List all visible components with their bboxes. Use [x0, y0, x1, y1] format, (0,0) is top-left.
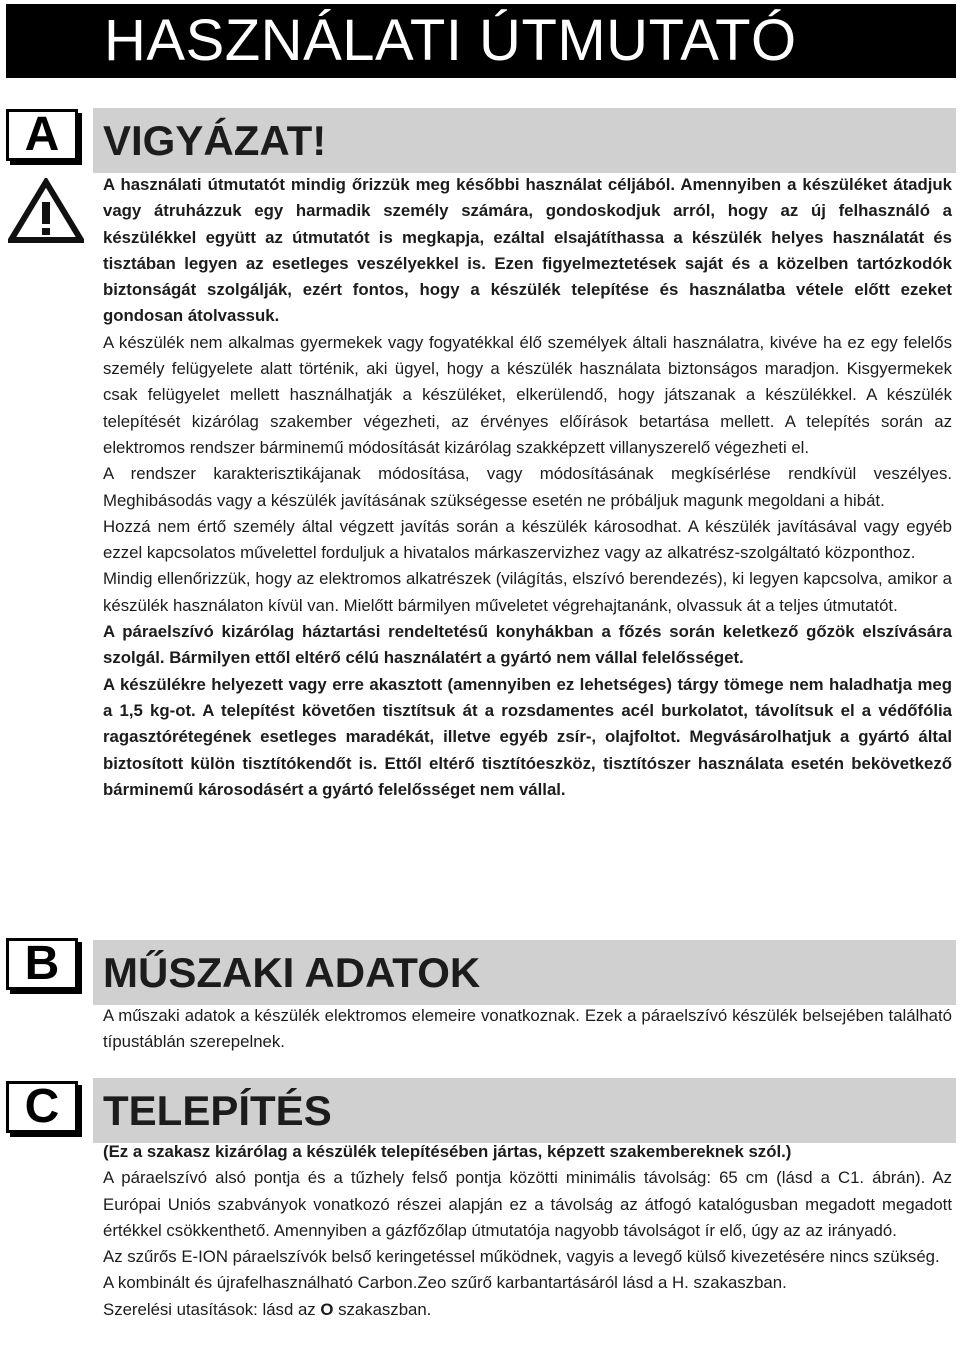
- paragraph: A páraelszívó kizárólag háztartási rendeltetésű konyhákban a főzés során keletkező gőzök elszívására szolgál. Bármilyen ettől eltérő célú használatért a gyártó nem vállal felelősséget.: [103, 622, 952, 668]
- section-a-letter: A: [6, 109, 78, 161]
- paragraph: (Ez a szakasz kizárólag a készülék telepítésében jártas, képzett szakembereknek szól.): [103, 1142, 792, 1161]
- section-reference: O: [320, 1299, 334, 1319]
- paragraph: Mindig ellenőrizzük, hogy az elektromos alkatrészek (világítás, elszívó berendezés), ki legyen kapcsolva, amikor a készülék használaton kívül van. Mielőtt bármilyen műveletet végrehajtanánk, olvassuk át a teljes útmutatót.: [103, 569, 952, 615]
- text-run: szakaszban.: [333, 1299, 432, 1319]
- paragraph: A készülék nem alkalmas gyermekek vagy fogyatékkal élő személyek általi használatra, kivéve ha ez egy felelős személy felügyelete alatt történik, aki ügyel, hogy a készülék használata biztonságos maradjon. Kisgyermekek csak felügyelet mellett használhatják a készüléket, elkerülendő, hogy játszanak a készülékkel. A készülék telepítését kizárólag szakember végezheti, az érvényes előírások betartása mellett. A telepítés során az elektromos rendszer bárminemű módosítását kizárólag szakképzett villanyszerelő végezheti el.: [103, 332, 952, 457]
- section-c-heading-bar: [93, 1078, 956, 1143]
- paragraph: [103, 1297, 952, 1323]
- paragraph: Hozzá nem értő személy által végzett javítás során a készülék károsodhat. A készülék javításával vagy egyéb ezzel kapcsolatos művelettel forduljuk a hivatalos márkaszervizhez vagy az alkatrész-szolgáltató központhoz.: [103, 516, 952, 563]
- section-a-body: [103, 172, 952, 803]
- page-title: HASZNÁLATI ÚTMUTATÓ: [104, 8, 797, 73]
- paragraph: A használati útmutatót mindig őrizzük meg későbbi használat céljából. Amennyiben a készüléket átadjuk vagy átruházzuk egy harmadik személy számára, gondoskodjuk arról, hogy az új felhasználó a készülékkel együtt az útmutatót is megkapja, ezáltal elsajátíthassa a készülék helyes használatát és tisztában legyen az esetleges veszélyekkel is. Ezen figyelmeztetések saját és a közelben tartózkodók biztonságát szolgálják, ezért fontos, hogy a készülék telepítése és használatba vétele előtt ezeket gondosan átolvassuk.: [103, 175, 952, 326]
- section-b-body: [103, 1003, 952, 1056]
- paragraph: A készülékre helyezett vagy erre akasztott (amennyiben ez lehetséges) tárgy tömege nem haladhatja meg a 1,5 kg-ot. A telepítést követően tisztítsuk át a rozsdamentes acél burkolatot, távolítsuk el a védőfólia ragasztórétegének esetleges maradékát, illetve egyéb zsír-, olajfoltot. Megvásárolhatjuk a gyártó által biztosított külön tisztítókendőt is. Ettől eltérő tisztítóeszköz, tisztítószer használata esetén bekövetkező bárminemű károsodásért a gyártó felelősséget nem vállal.: [103, 674, 952, 799]
- paragraph: A páraelszívó alsó pontja és a tűzhely felső pontja közötti minimális távolság: 65 cm (lásd a C1. ábrán). Az Európai Uniós szabványok vonatkozó részei alapján ez a távolság az átfogó katalógusban megadott megadott értékkel csökkenthető. Amennyiben a gázfőzőlap útmutatója nagyobb távolságot ír elő, úgy az az irányadó.: [103, 1168, 952, 1240]
- paragraph: A kombinált és újrafelhasználható Carbon.Zeo szűrő karbantartásáról lásd a H. szakaszban.: [103, 1273, 787, 1293]
- section-b-letter: B: [6, 938, 78, 990]
- text-run: Szerelési utasítások: lásd az: [103, 1299, 321, 1319]
- warning-triangle-icon: [8, 178, 84, 244]
- section-a-heading-bar: [93, 108, 956, 173]
- paragraph: Az szűrős E-ION páraelszívók belső keringetéssel működnek, vagyis a levegő külső kivezetésére nincs szükség.: [103, 1247, 940, 1267]
- section-b-heading-bar: [93, 940, 956, 1005]
- section-c-heading: TELEPÍTÉS: [103, 1086, 332, 1134]
- paragraph: A rendszer karakterisztikájanak módosítása, vagy módosításának megkísérlése rendkívül veszélyes. Meghibásodás vagy a készülék javításának szükségesse esetén ne próbáljuk magunk megoldani a hibát.: [103, 464, 952, 510]
- section-c-letter: C: [6, 1081, 78, 1133]
- title-bar: [6, 4, 956, 78]
- paragraph: A műszaki adatok a készülék elektromos elemeire vonatkoznak. Ezek a páraelszívó készülék belsejében található típustáblán szerepelnek.: [103, 1006, 952, 1052]
- section-a-heading: VIGYÁZAT!: [103, 116, 327, 164]
- section-c-body: [103, 1139, 952, 1323]
- section-b-heading: MŰSZAKI ADATOK: [103, 948, 481, 996]
